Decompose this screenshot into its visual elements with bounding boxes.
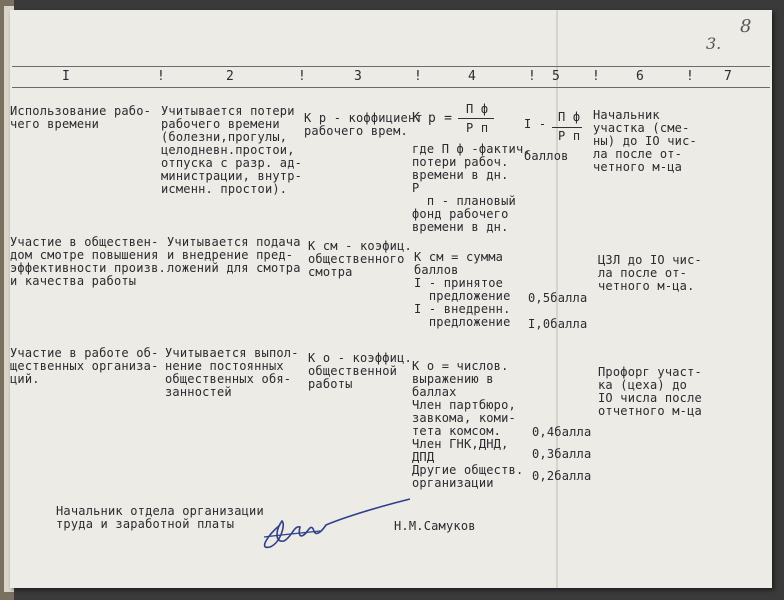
row1-coefficient: К р - коффициент рабочего врем. <box>304 111 423 138</box>
row1-score-unit: баллов <box>524 149 569 163</box>
row3-responsible: Профорг участ- ка (цеха) до IO числа после отчетного м-ца <box>598 365 702 418</box>
col-header-5: 5 <box>552 69 560 84</box>
header-rule-top <box>12 66 770 67</box>
col-header-4: 4 <box>468 69 476 84</box>
row1-responsible: Начальник участка (сме- ны) до IO чис- ла после от- четного м-ца <box>593 108 697 174</box>
row1-formula-denominator: Р п <box>466 121 489 135</box>
row3-scores: 0,4балла 0,3балла 0,2балла <box>532 425 592 483</box>
col-separator: ! <box>528 69 536 84</box>
signatory-name: Н.М.Самуков <box>394 519 476 533</box>
row1-formula-explanation: где П ф -фактич. потери рабоч. времени в дн. Р п - плановый фонд рабочего времени в дн. <box>412 142 531 234</box>
row1-formula-lhs: К р = <box>412 111 453 126</box>
row3-description: Учитывается выпол- нение постоянных общественных обя- занностей <box>165 346 299 399</box>
col-header-2: 2 <box>226 69 234 84</box>
col-header-7: 7 <box>724 69 732 84</box>
row2-description: Учитывается подача и внедрение пред- ложений для смотра <box>167 235 301 275</box>
signatory-position: Начальник отдела организации труда и заработной платы <box>56 504 264 531</box>
col-separator: ! <box>592 69 600 84</box>
col-separator: ! <box>298 69 306 84</box>
header-rule-bottom <box>12 87 770 88</box>
page-number: 3. <box>706 34 722 53</box>
row2-coefficient: К см - коэфиц. общественного смотра <box>308 239 412 279</box>
row1-description: Учитывается потери рабочего времени (болезни,прогулы, целодневн.простои, отпуска с разр. ад- министрации, внутр- исменн. простои). <box>161 104 303 196</box>
col-header-6: 6 <box>636 69 644 84</box>
row1-score-fraction-bar <box>552 127 582 128</box>
col-header-3: 3 <box>354 69 362 84</box>
row3-formula: К о = числов. выражению в баллах Член партбюро, завкома, коми- тета комсом. Член ГНК,ДНД, ДПД Другие обществ. организации <box>412 359 524 490</box>
col-separator: ! <box>157 69 165 84</box>
row1-score-denominator: Р п <box>558 129 581 143</box>
row1-fraction-bar <box>458 118 494 119</box>
row1-score-numerator: П ф <box>558 110 581 124</box>
col-header-1: I <box>62 69 70 84</box>
row2-responsible: ЦЗЛ до IO чис- ла после от- четного м-ца. <box>598 253 702 293</box>
col-separator: ! <box>414 69 422 84</box>
row3-coefficient: К о - коэффиц. общественной работы <box>308 351 412 391</box>
row1-formula-numerator: П ф <box>466 102 489 116</box>
row2-formula: К см = сумма баллов I - принятое предложение I - внедренн. предложение <box>414 250 511 329</box>
row2-scores: 0,5балла I,0балла <box>528 291 588 331</box>
row3-indicator: Участие в работе об- щественных организа- ций. <box>10 346 159 386</box>
col-separator: ! <box>686 69 694 84</box>
handwritten-page-number: 8 <box>740 16 752 37</box>
row1-indicator: Использование рабо- чего времени <box>10 104 152 131</box>
row2-indicator: Участие в обществен- дом смотре повышения эффективности произв. и качества работы <box>10 235 166 288</box>
row1-score-formula: I - <box>524 117 547 131</box>
